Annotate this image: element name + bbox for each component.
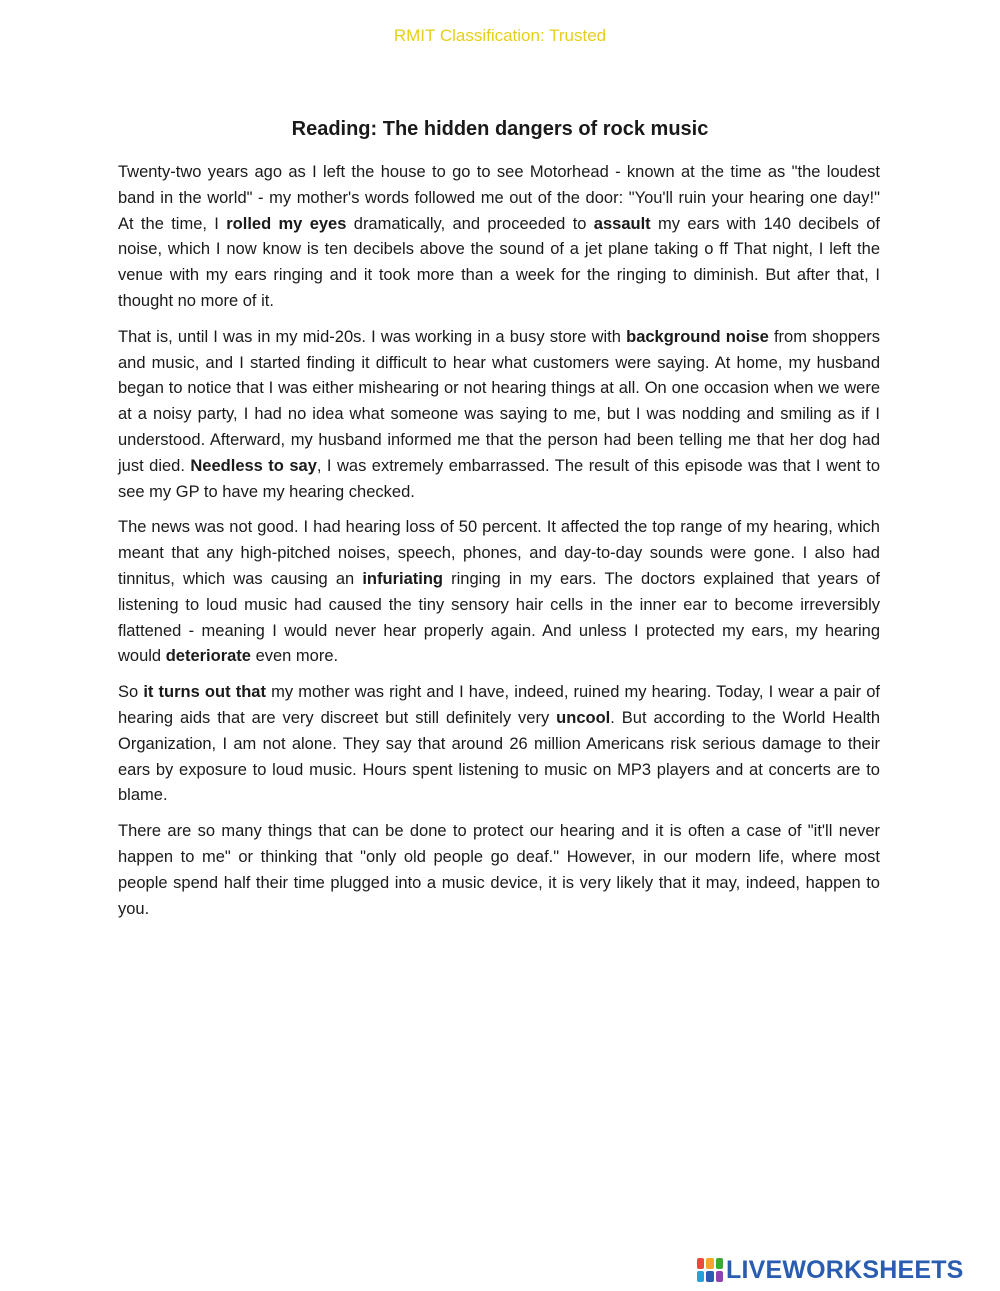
logo-tile	[697, 1258, 704, 1269]
bold-phrase: infuriating	[362, 569, 443, 588]
bold-phrase: assault	[593, 214, 651, 233]
text-run: my ears with 140 decibels of noise, which I now know is ten decibels above the sound of a jet plane taking o ff That night, I left the venue with my ears ringing and it took more than a week for the ringing to diminish. But after that, I thought no more of it.	[118, 214, 880, 310]
liveworksheets-logo-icon	[697, 1258, 723, 1282]
text-run: Twenty-two years ago as I left the house to go to see Motorhead - known at the time as "the loudest band in the world" - my mother's words followed me out of the door: "You'll ruin your hearing one day!" At the time, I	[118, 163, 880, 233]
paragraph-5	[118, 819, 880, 922]
text-run: , I was extremely embarrassed. The result of this episode was that I went to see my GP to have my hearing checked.	[118, 456, 881, 501]
bold-phrase: it turns out that	[143, 683, 266, 702]
bold-phrase: background noise	[626, 327, 769, 346]
text-run: So	[118, 683, 144, 702]
text-run: . But according to the World Health Organization, I am not alone. They say that around 26 million Americans risk serious damage to their ears by exposure to loud music. Hours spent listening to music on MP3 players and at concerts are to blame.	[118, 708, 880, 805]
logo-text: LIVEWORKSHEETS	[726, 1255, 964, 1284]
paragraph-3	[118, 515, 880, 670]
logo-tile	[716, 1258, 723, 1269]
text-run: There are so many things that can be done to protect our hearing and it is often a case of "it'll never happen to me" or thinking that "only old people go deaf." However, in our modern life, where most people spend half their time plugged into a music device, it is very likely that it may, indeed, happen to you.	[118, 822, 880, 918]
logo-tile	[706, 1271, 713, 1282]
text-run: even more.	[250, 647, 339, 666]
logo-tile	[697, 1271, 704, 1282]
bold-phrase: uncool	[556, 708, 611, 727]
paragraph-4	[118, 680, 880, 809]
bold-phrase: rolled my eyes	[226, 214, 347, 233]
text-run: ringing in my ears. The doctors explained that years of listening to loud music had caused the tiny sensory hair cells in the inner ear to become irreversibly flattened - meaning I would never hear properly again. And unless I protected my ears, my hearing would	[118, 569, 880, 666]
bold-phrase: Needless to say	[190, 456, 317, 475]
article-body	[118, 160, 880, 932]
text-run: dramatically, and proceeded to	[346, 214, 594, 233]
classification-label: RMIT Classification: Trusted	[393, 26, 607, 45]
text-run: my mother was right and I have, indeed, ruined my hearing. Today, I wear a pair of hearing aids that are very discreet but still definitely very	[118, 683, 880, 727]
text-run: from shoppers and music, and I started finding it difficult to hear what customers were saying. At home, my husband began to notice that I was either mishearing or not hearing things at all. On one occasion when we were at a noisy party, I had no idea what someone was saying to me, but I was nodding and smiling as if I understood. Afterward, my husband informed me that the person had been telling me that her dog had just died.	[118, 327, 881, 475]
text-run: That is, until I was in my mid-20s. I was working in a busy store with	[118, 327, 627, 346]
text-run: The news was not good. I had hearing loss of 50 percent. It affected the top range of my hearing, which meant that any high-pitched noises, speech, phones, and day-to-day sounds were gone. I also had tinnitus, which was causing an	[118, 518, 880, 588]
logo-tile	[716, 1271, 723, 1282]
paragraph-1	[118, 160, 880, 315]
bold-phrase: deteriorate	[165, 647, 251, 666]
page-title: Reading: The hidden dangers of rock music	[291, 118, 709, 140]
liveworksheets-logo	[697, 1255, 964, 1285]
logo-tile	[706, 1258, 713, 1269]
paragraph-2	[118, 325, 880, 506]
